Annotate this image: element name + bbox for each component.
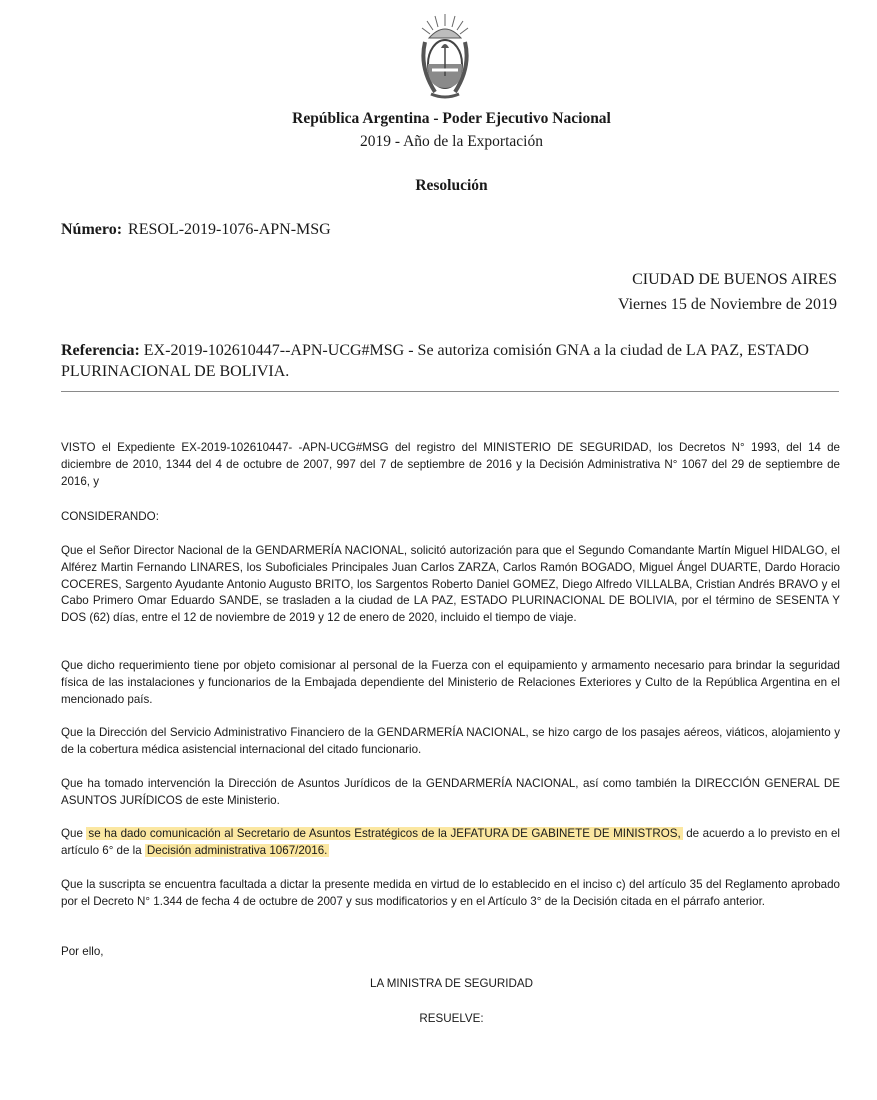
paragraph-por-ello: Por ello,	[61, 945, 104, 958]
header-government-name: República Argentina - Poder Ejecutivo Nacional	[292, 110, 611, 127]
argentina-coat-of-arms-icon	[417, 12, 473, 102]
document-number-value: RESOL-2019-1076-APN-MSG	[128, 221, 331, 238]
document-city: CIUDAD DE BUENOS AIRES	[632, 271, 837, 288]
paragraph-purpose: Que dicho requerimiento tiene por objeto comisionar al personal de la Fuerza con el equipamiento y armamento necesario para brindar la seguridad física de las instalaciones y funcionarios de la Embajada dependiente del Ministerio de Relaciones Exteriores y Culto de la República Argentina en el mencionado país.	[61, 659, 840, 706]
paragraph-visto: VISTO el Expediente EX-2019-102610447- -APN-UCG#MSG del registro del MINISTERIO DE SEGURIDAD, los Decretos N° 1993, del 14 de diciembre de 2010, 1344 del 4 de octubre de 2007, 997 del 7 de septiembre de 2016 y la Decisión Administrativa N° 1067 del 29 de septiembre de 2016, y	[61, 441, 840, 488]
header-year-motto: 2019 - Año de la Exportación	[360, 133, 543, 150]
paragraph-communication	[61, 826, 840, 860]
paragraph-communication-start: Que	[61, 827, 87, 840]
document-number-label: Número:	[61, 221, 123, 238]
paragraph-financial: Que la Dirección del Servicio Administrativo Financiero de la GENDARMERÍA NACIONAL, se hizo cargo de los pasajes aéreos, viáticos, alojamiento y de la cobertura médica asistencial internacional del citado funcionario.	[61, 726, 840, 756]
highlighted-decision: Decisión administrativa 1067/2016.	[146, 843, 328, 857]
document-date: Viernes 15 de Noviembre de 2019	[618, 296, 837, 313]
reference-value: EX-2019-102610447--APN-UCG#MSG - Se autoriza comisión GNA a la ciudad de LA PAZ, ESTADO PLURINACIONAL DE BOLIVIA.	[61, 342, 809, 380]
document-type: Resolución	[415, 177, 488, 194]
header-divider	[61, 391, 839, 392]
paragraph-authority: Que la suscripta se encuentra facultada a dictar la presente medida en virtud de lo establecido en el inciso c) del artículo 35 del Reglamento aprobado por el Decreto N° 1.344 de fecha 4 de octubre de 2007 y sus modificatorios y en el Artículo 3° de la Decisión citada en el párrafo anterior.	[61, 878, 840, 908]
reference-label: Referencia:	[61, 342, 140, 359]
signatory-title: LA MINISTRA DE SEGURIDAD	[370, 977, 533, 990]
paragraph-considerando: CONSIDERANDO:	[61, 510, 159, 523]
paragraph-communication-middle: de acuerdo a lo previsto en el artículo 6° de la	[61, 827, 841, 857]
paragraph-legal: Que ha tomado intervención la Dirección de Asuntos Jurídicos de la GENDARMERÍA NACIONAL, así como también la DIRECCIÓN GENERAL DE ASUNTOS JURÍDICOS de este Ministerio.	[61, 777, 840, 807]
highlighted-communication: se ha dado comunicación al Secretario de Asuntos Estratégicos de la JEFATURA DE GABINETE DE MINISTROS,	[88, 827, 681, 840]
paragraph-request: Que el Señor Director Nacional de la GENDARMERÍA NACIONAL, solicitó autorización para que el Segundo Comandante Martín Miguel HIDALGO, el Alférez Martin Fernando LINARES, los Suboficiales Principales Juan Carlos ZARZA, Carlos Ramón BOGADO, Miguel Ángel DUARTE, Dardo Horacio COCERES, Sargento Ayudante Antonio Augusto BRITO, los Sargentos Roberto Daniel GOMEZ, Diego Alfredo VILLALBA, Cristian Andrés BRAVO y el Cabo Primero Omar Eduardo SANDE, se trasladen a la ciudad de LA PAZ, ESTADO PLURINACIONAL DE BOLIVIA, por el término de SESENTA Y DOS (62) días, entre el 12 de noviembre de 2019 y 12 de enero de 2020, incluido el tiempo de viaje.	[61, 544, 840, 625]
resolves-heading: RESUELVE:	[419, 1012, 484, 1025]
document-number	[61, 221, 331, 239]
document-reference	[61, 340, 821, 382]
